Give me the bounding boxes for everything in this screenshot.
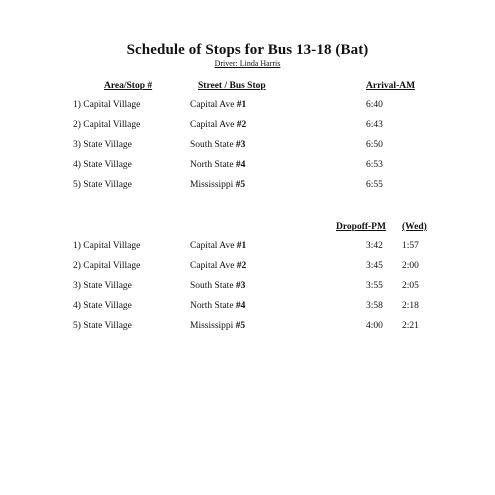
area-cell: 3) State Village bbox=[73, 281, 132, 291]
area-cell: 5) State Village bbox=[73, 180, 132, 190]
street-cell: Capital Ave #1 bbox=[190, 241, 247, 251]
wednesday-time-cell: 2:00 bbox=[402, 261, 419, 271]
street-cell: Mississippi #5 bbox=[190, 321, 246, 331]
stop-number: #4 bbox=[235, 160, 246, 170]
header-wed: (Wed) bbox=[402, 222, 427, 232]
stop-number: #4 bbox=[235, 301, 246, 311]
street-cell: Capital Ave #1 bbox=[190, 100, 247, 110]
dropoff-time-cell: 3:45 bbox=[366, 261, 383, 271]
stop-number: #2 bbox=[236, 120, 247, 130]
wednesday-time-cell: 2:18 bbox=[402, 301, 419, 311]
stop-number: #1 bbox=[236, 100, 247, 110]
arrival-time-cell: 6:40 bbox=[366, 100, 383, 110]
area-cell: 3) State Village bbox=[73, 140, 132, 150]
street-cell: South State #3 bbox=[190, 140, 246, 150]
header-dropoff-pm: Dropoff-PM bbox=[336, 222, 386, 232]
area-cell: 2) Capital Village bbox=[73, 261, 141, 271]
wednesday-time-cell: 1:57 bbox=[402, 241, 419, 251]
header-area-stop: Area/Stop # bbox=[104, 81, 153, 91]
street-cell: North State #4 bbox=[190, 301, 246, 311]
area-cell: 4) State Village bbox=[73, 301, 132, 311]
area-cell: 5) State Village bbox=[73, 321, 132, 331]
area-cell: 1) Capital Village bbox=[73, 100, 141, 110]
area-cell: 2) Capital Village bbox=[73, 120, 141, 130]
area-cell: 1) Capital Village bbox=[73, 241, 141, 251]
header-arrival-am: Arrival-AM bbox=[366, 81, 416, 91]
stop-number: #2 bbox=[236, 261, 247, 271]
stop-number: #5 bbox=[235, 321, 246, 331]
stop-number: #5 bbox=[235, 180, 246, 190]
dropoff-time-cell: 3:58 bbox=[366, 301, 383, 311]
stop-number: #3 bbox=[235, 281, 246, 291]
street-cell: South State #3 bbox=[190, 281, 246, 291]
stop-number: #1 bbox=[236, 241, 247, 251]
arrival-time-cell: 6:53 bbox=[366, 160, 383, 170]
page-title: Schedule of Stops for Bus 13-18 (Bat) bbox=[126, 42, 369, 58]
street-cell: Capital Ave #2 bbox=[190, 261, 247, 271]
arrival-time-cell: 6:50 bbox=[366, 140, 383, 150]
wednesday-time-cell: 2:21 bbox=[402, 321, 419, 331]
dropoff-time-cell: 4:00 bbox=[366, 321, 383, 331]
area-cell: 4) State Village bbox=[73, 160, 132, 170]
stop-number: #3 bbox=[235, 140, 246, 150]
header-street-bus-stop: Street / Bus Stop bbox=[198, 81, 266, 91]
street-cell: Mississippi #5 bbox=[190, 180, 246, 190]
arrival-time-cell: 6:43 bbox=[366, 120, 383, 130]
driver-line: Driver: Linda Harris bbox=[214, 59, 281, 68]
arrival-time-cell: 6:55 bbox=[366, 180, 383, 190]
dropoff-time-cell: 3:42 bbox=[366, 241, 383, 251]
street-cell: Capital Ave #2 bbox=[190, 120, 247, 130]
wednesday-time-cell: 2:05 bbox=[402, 281, 419, 291]
dropoff-time-cell: 3:55 bbox=[366, 281, 383, 291]
street-cell: North State #4 bbox=[190, 160, 246, 170]
